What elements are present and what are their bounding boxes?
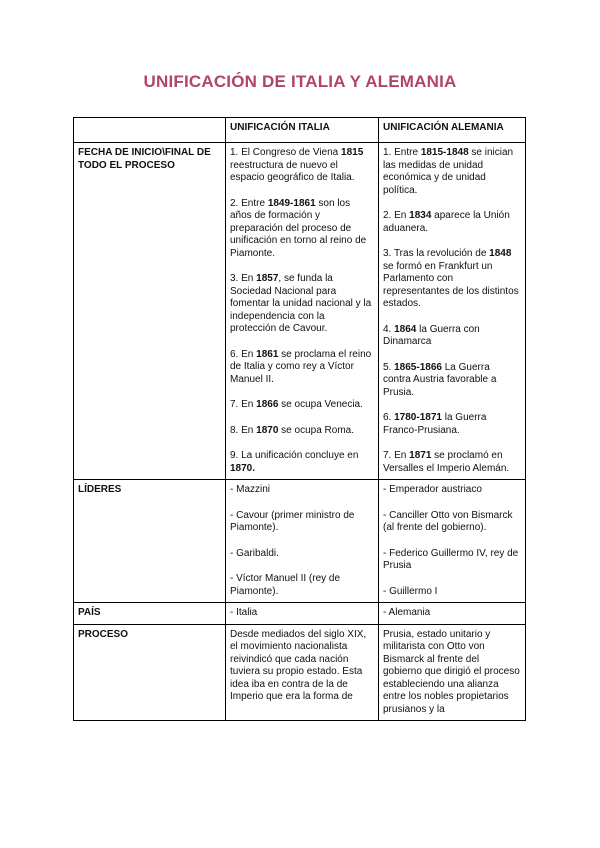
cell-lideres-alemania (379, 480, 526, 603)
cell-paragraph (230, 198, 373, 261)
cell-paragraph (383, 607, 520, 620)
row-label-fecha: FECHA DE INICIO\FINAL DE TODO EL PROCESO (74, 143, 226, 480)
cell-paragraph (230, 548, 373, 561)
text-run: 3. En (230, 273, 257, 284)
text-run: - Garibaldi. (230, 547, 279, 559)
bold-date: 1864 (394, 323, 417, 335)
cell-paragraph (383, 147, 520, 197)
cell-paragraph (383, 510, 520, 535)
text-run: 6. En (230, 348, 257, 360)
cell-paragraph (230, 510, 373, 535)
text-run: 1. El Congreso de Viena (230, 147, 342, 158)
cell-paragraph (383, 548, 520, 573)
cell-paragraph (230, 349, 373, 387)
cell-paragraph (383, 586, 520, 599)
text-run: se ocupa Venecia. (278, 399, 363, 410)
cell-pais-alemania (379, 603, 526, 625)
text-run: - Cavour (primer ministro de Piamonte). (230, 509, 355, 533)
text-run: aparece la Unión aduanera. (383, 210, 510, 234)
text-run: - Alemania (383, 607, 431, 618)
cell-paragraph (383, 629, 520, 717)
bold-date: 1834 (409, 210, 432, 221)
text-run: 4. (383, 323, 395, 335)
text-run: - Mazzini (230, 484, 271, 495)
bold-date: 1848 (489, 248, 512, 259)
cell-paragraph (383, 324, 520, 349)
cell-paragraph (230, 573, 373, 598)
cell-paragraph (230, 147, 373, 185)
header-italia: UNIFICACIÓN ITALIA (226, 118, 379, 143)
cell-paragraph (383, 248, 520, 311)
cell-pais-italia (226, 603, 379, 625)
header-alemania: UNIFICACIÓN ALEMANIA (379, 118, 526, 143)
cell-paragraph (230, 273, 373, 336)
text-run: 5. (383, 361, 395, 373)
table-row-fecha (74, 143, 526, 480)
header-empty-cell (74, 118, 226, 143)
text-run: son los años de formación y preparación del proceso de unificación en torno al reino de Piamonte. (230, 197, 367, 259)
bold-date: 1861 (256, 348, 279, 360)
cell-paragraph (383, 450, 520, 475)
text-run: Prusia, estado unitario y militarista con Otto von Bismarck al frente del gobierno que dirigió el proceso estableciendo una alianza entre los nobles propietarios prusianos y la (383, 628, 520, 715)
text-run: 7. En (383, 450, 410, 461)
bold-date: 1871 (409, 450, 432, 461)
cell-paragraph (383, 412, 520, 437)
text-run: la Guerra con Dinamarca (383, 323, 480, 347)
text-run: - Federico Guillermo IV, rey de Prusia (383, 547, 519, 571)
text-run: 3. Tras la revolución de (383, 248, 490, 259)
cell-paragraph (230, 484, 373, 497)
text-run: se proclamó en Versalles el Imperio Alemán. (383, 450, 510, 474)
text-run: 1. Entre (383, 147, 421, 158)
cell-proceso-italia (226, 624, 379, 721)
table-row-lideres (74, 480, 526, 603)
text-run: 6. (383, 412, 395, 423)
cell-paragraph (383, 210, 520, 235)
text-run: 9. La unificación concluye en (230, 450, 359, 461)
bold-date: 1815-1848 (420, 147, 469, 158)
bold-date: 1870 (256, 424, 279, 436)
bold-date: 1865-1866 (394, 361, 442, 373)
text-run: 7. En (230, 399, 257, 410)
text-run: - Emperador austriaco (383, 484, 482, 495)
text-run: reestructura de nuevo el espacio geográfico de Italia. (230, 159, 355, 183)
text-run: Desde mediados del siglo XIX, el movimiento nacionalista reivindicó que cada nación tuviera su propio estado. Esta idea iba en contra de la de Imperio que era la forma de (230, 628, 367, 702)
table-row-proceso (74, 624, 526, 721)
text-run: La Guerra contra Austria favorable a Prusia. (383, 361, 497, 398)
text-run: - Guillermo I (383, 585, 438, 597)
text-run: la Guerra Franco-Prusiana. (383, 412, 487, 436)
row-label-pais: PAÍS (74, 603, 226, 625)
bold-date: 1857 (256, 273, 279, 284)
table-row-pais (74, 603, 526, 625)
row-label-proceso: PROCESO (74, 624, 226, 721)
text-run: - Italia (230, 607, 258, 618)
text-run: 2. Entre (230, 197, 268, 209)
cell-paragraph (230, 629, 373, 704)
text-run: 8. En (230, 424, 257, 436)
bold-date: 1849-1861 (267, 197, 316, 209)
cell-paragraph (230, 607, 373, 620)
cell-paragraph (230, 425, 373, 438)
text-run: , se funda la Sociedad Nacional para fomentar la unidad nacional y la independencia con la protección de Cavour. (230, 273, 372, 334)
page-title: UNIFICACIÓN DE ITALIA Y ALEMANIA (143, 72, 457, 91)
text-run: se inician las medidas de unidad económica y de unidad política. (383, 147, 514, 196)
cell-fecha-alemania (379, 143, 526, 480)
cell-paragraph (230, 450, 373, 475)
cell-paragraph (230, 399, 373, 412)
text-run: se ocupa Roma. (278, 424, 354, 436)
text-run: 2. En (383, 210, 410, 221)
cell-proceso-alemania (379, 624, 526, 721)
cell-lideres-italia (226, 480, 379, 603)
comparison-table (73, 117, 526, 721)
text-run: - Víctor Manuel II (rey de Piamonte). (230, 573, 341, 597)
row-label-lideres: LÍDERES (74, 480, 226, 603)
cell-paragraph (383, 362, 520, 400)
text-run: - Canciller Otto von Bismarck (al frente del gobierno). (383, 509, 513, 533)
text-run: se proclama el reino de Italia y como rey a Víctor Manuel II. (230, 348, 372, 385)
bold-date: 1815 (341, 147, 364, 158)
text-run: se formó en Frankfurt un Parlamento con representantes de los distintos estados. (383, 260, 519, 309)
bold-date: 1870. (230, 462, 256, 474)
bold-date: 1866 (256, 399, 279, 410)
bold-date: 1780-1871 (394, 412, 442, 423)
table-header-row (74, 118, 526, 143)
cell-fecha-italia (226, 143, 379, 480)
cell-paragraph (383, 484, 520, 497)
